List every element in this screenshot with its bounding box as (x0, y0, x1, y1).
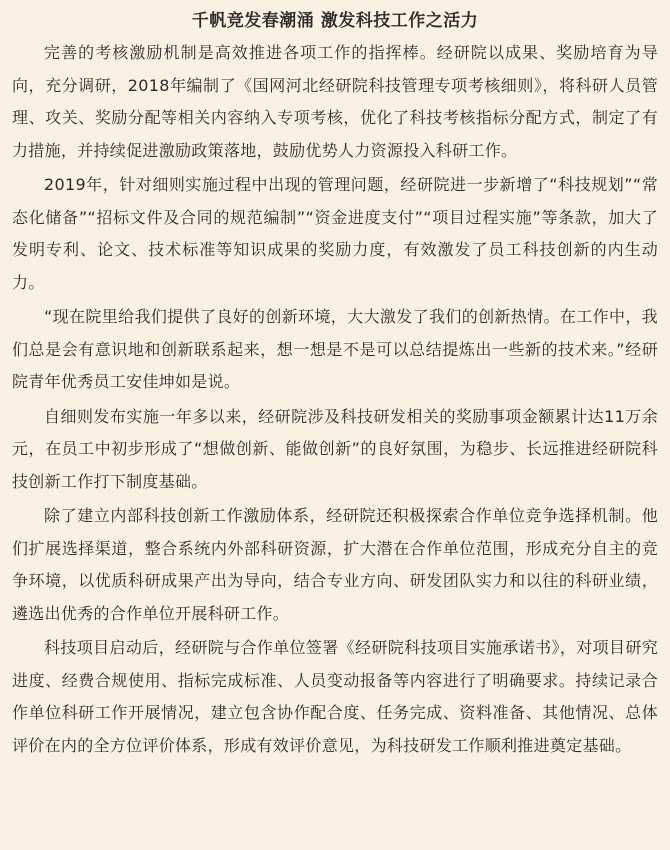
paragraph-3: “现在院里给我们提供了良好的创新环境，大大激发了我们的创新热情。在工作中，我们总是会有意识地和创新联系起来，想一想是不是可以总结提炼出一些新的技术来。”经研院青年优秀员工安佳坤如是说。 (12, 307, 658, 391)
paragraph-6: 科技项目启动后，经研院与合作单位签署《经研院科技项目实施承诺书》，对项目研究进度、经费合规使用、指标完成标准、人员变动报备等内容进行了明确要求。持续记录合作单位科研工作开展情况，建立包含协作配合度、任务完成、资料准备、其他情况、总体评价在内的全方位评价体系，形成有效评价意见，为科技研发工作顺利推进奠定基础。 (12, 638, 658, 755)
paragraph-5: 除了建立内部科技创新工作激励体系，经研院还积极探索合作单位竞争选择机制。他们扩展选择渠道，整合系统内外部科研资源，扩大潜在合作单位范围，形成充分自主的竞争环境，以优质科研成果产出为导向，结合专业方向、研发团队实力和以往的科研业绩，遴选出优秀的合作单位开展科研工作。 (12, 506, 658, 623)
paragraph-1: 完善的考核激励机制是高效推进各项工作的指挥棒。经研院以成果、奖励培育为导向，充分调研，2018年编制了《国网河北经研院科技管理专项考核细则》，将科研人员管理、攻关、奖励分配等相关内容纳入专项考核，优化了科技考核指标分配方式，制定了有力措施，并持续促进激励政策落地，鼓励优势人力资源投入科研工作。 (12, 43, 658, 160)
article-title: 千帆竞发春潮涌 激发科技工作之活力 (191, 11, 479, 31)
paragraph-2: 2019年，针对细则实施过程中出现的管理问题，经研院进一步新增了“科技规划”“常态化储备”“招标文件及合同的规范编制”“资金进度支付”“项目过程实施”等条款，加大了发明专利、论文、技术标准等知识成果的奖励力度，有效激发了员工科技创新的内生动力。 (12, 175, 658, 292)
paragraph-4: 自细则发布实施一年多以来，经研院涉及科技研发相关的奖励事项金额累计达11万余元，在员工中初步形成了“想做创新、能做创新”的良好氛围，为稳步、长远推进经研院科技创新工作打下制度基础。 (12, 406, 658, 491)
